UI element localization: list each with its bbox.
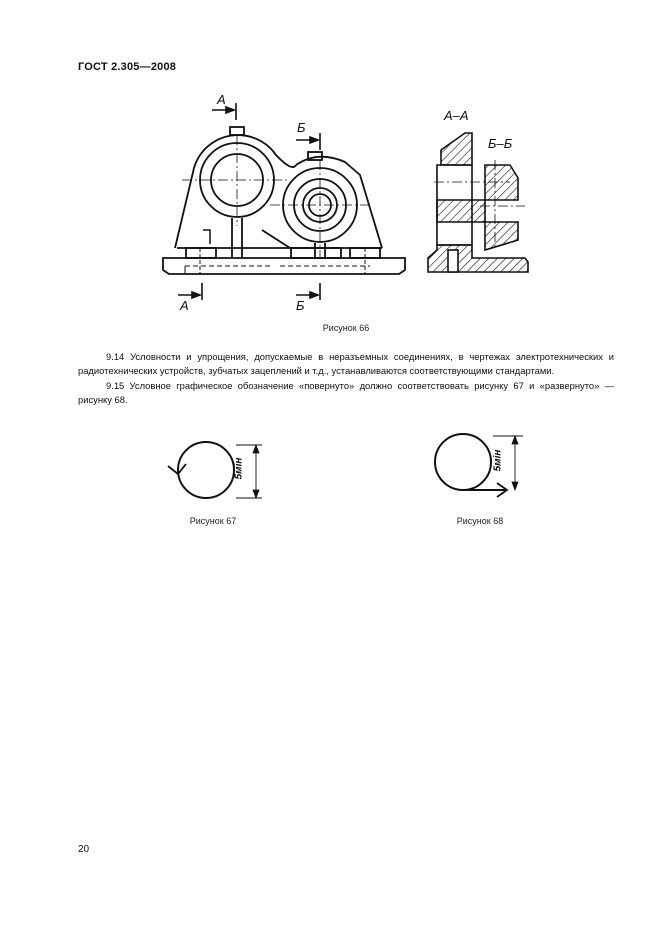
paragraph-9-15: 9.15 Условное графическое обозначение «повернуто» должно соответствовать рисунку 67 и «развернуто» — рисунку 68. [78, 379, 614, 406]
figure-68-dimension: 5мін [492, 449, 504, 472]
figure-67-dimension: 5мін [233, 457, 245, 480]
left-bearing-housing [175, 127, 382, 274]
label-section-b-bottom: Б [296, 298, 305, 313]
housing-base [163, 248, 405, 274]
label-section-a-bottom: А [180, 298, 189, 313]
page-number: 20 [78, 844, 90, 855]
paragraph-block [78, 350, 614, 408]
section-views [428, 133, 528, 272]
label-section-b-top: Б [297, 120, 306, 135]
paragraph-9-14: 9.14 Условности и упрощения, допускаемые в неразъемных соединениях, в чертежах электротехнических и радиотехнических устройств, зубчатых зацеплений и т.д., устанавливаются соответствующими стандартами. [78, 351, 614, 377]
figure-68-caption: Рисунок 68 [456, 516, 504, 526]
figure-67-symbol [168, 442, 262, 498]
figure-68-symbol [435, 434, 523, 497]
label-section-a-top: А [217, 92, 226, 107]
label-view-aa: А–А [444, 108, 469, 123]
figure-66-caption: Рисунок 66 [322, 323, 370, 333]
document-header: ГОСТ 2.305—2008 [78, 61, 177, 73]
label-view-bb: Б–Б [488, 136, 513, 151]
figure-67-caption: Рисунок 67 [189, 516, 237, 526]
